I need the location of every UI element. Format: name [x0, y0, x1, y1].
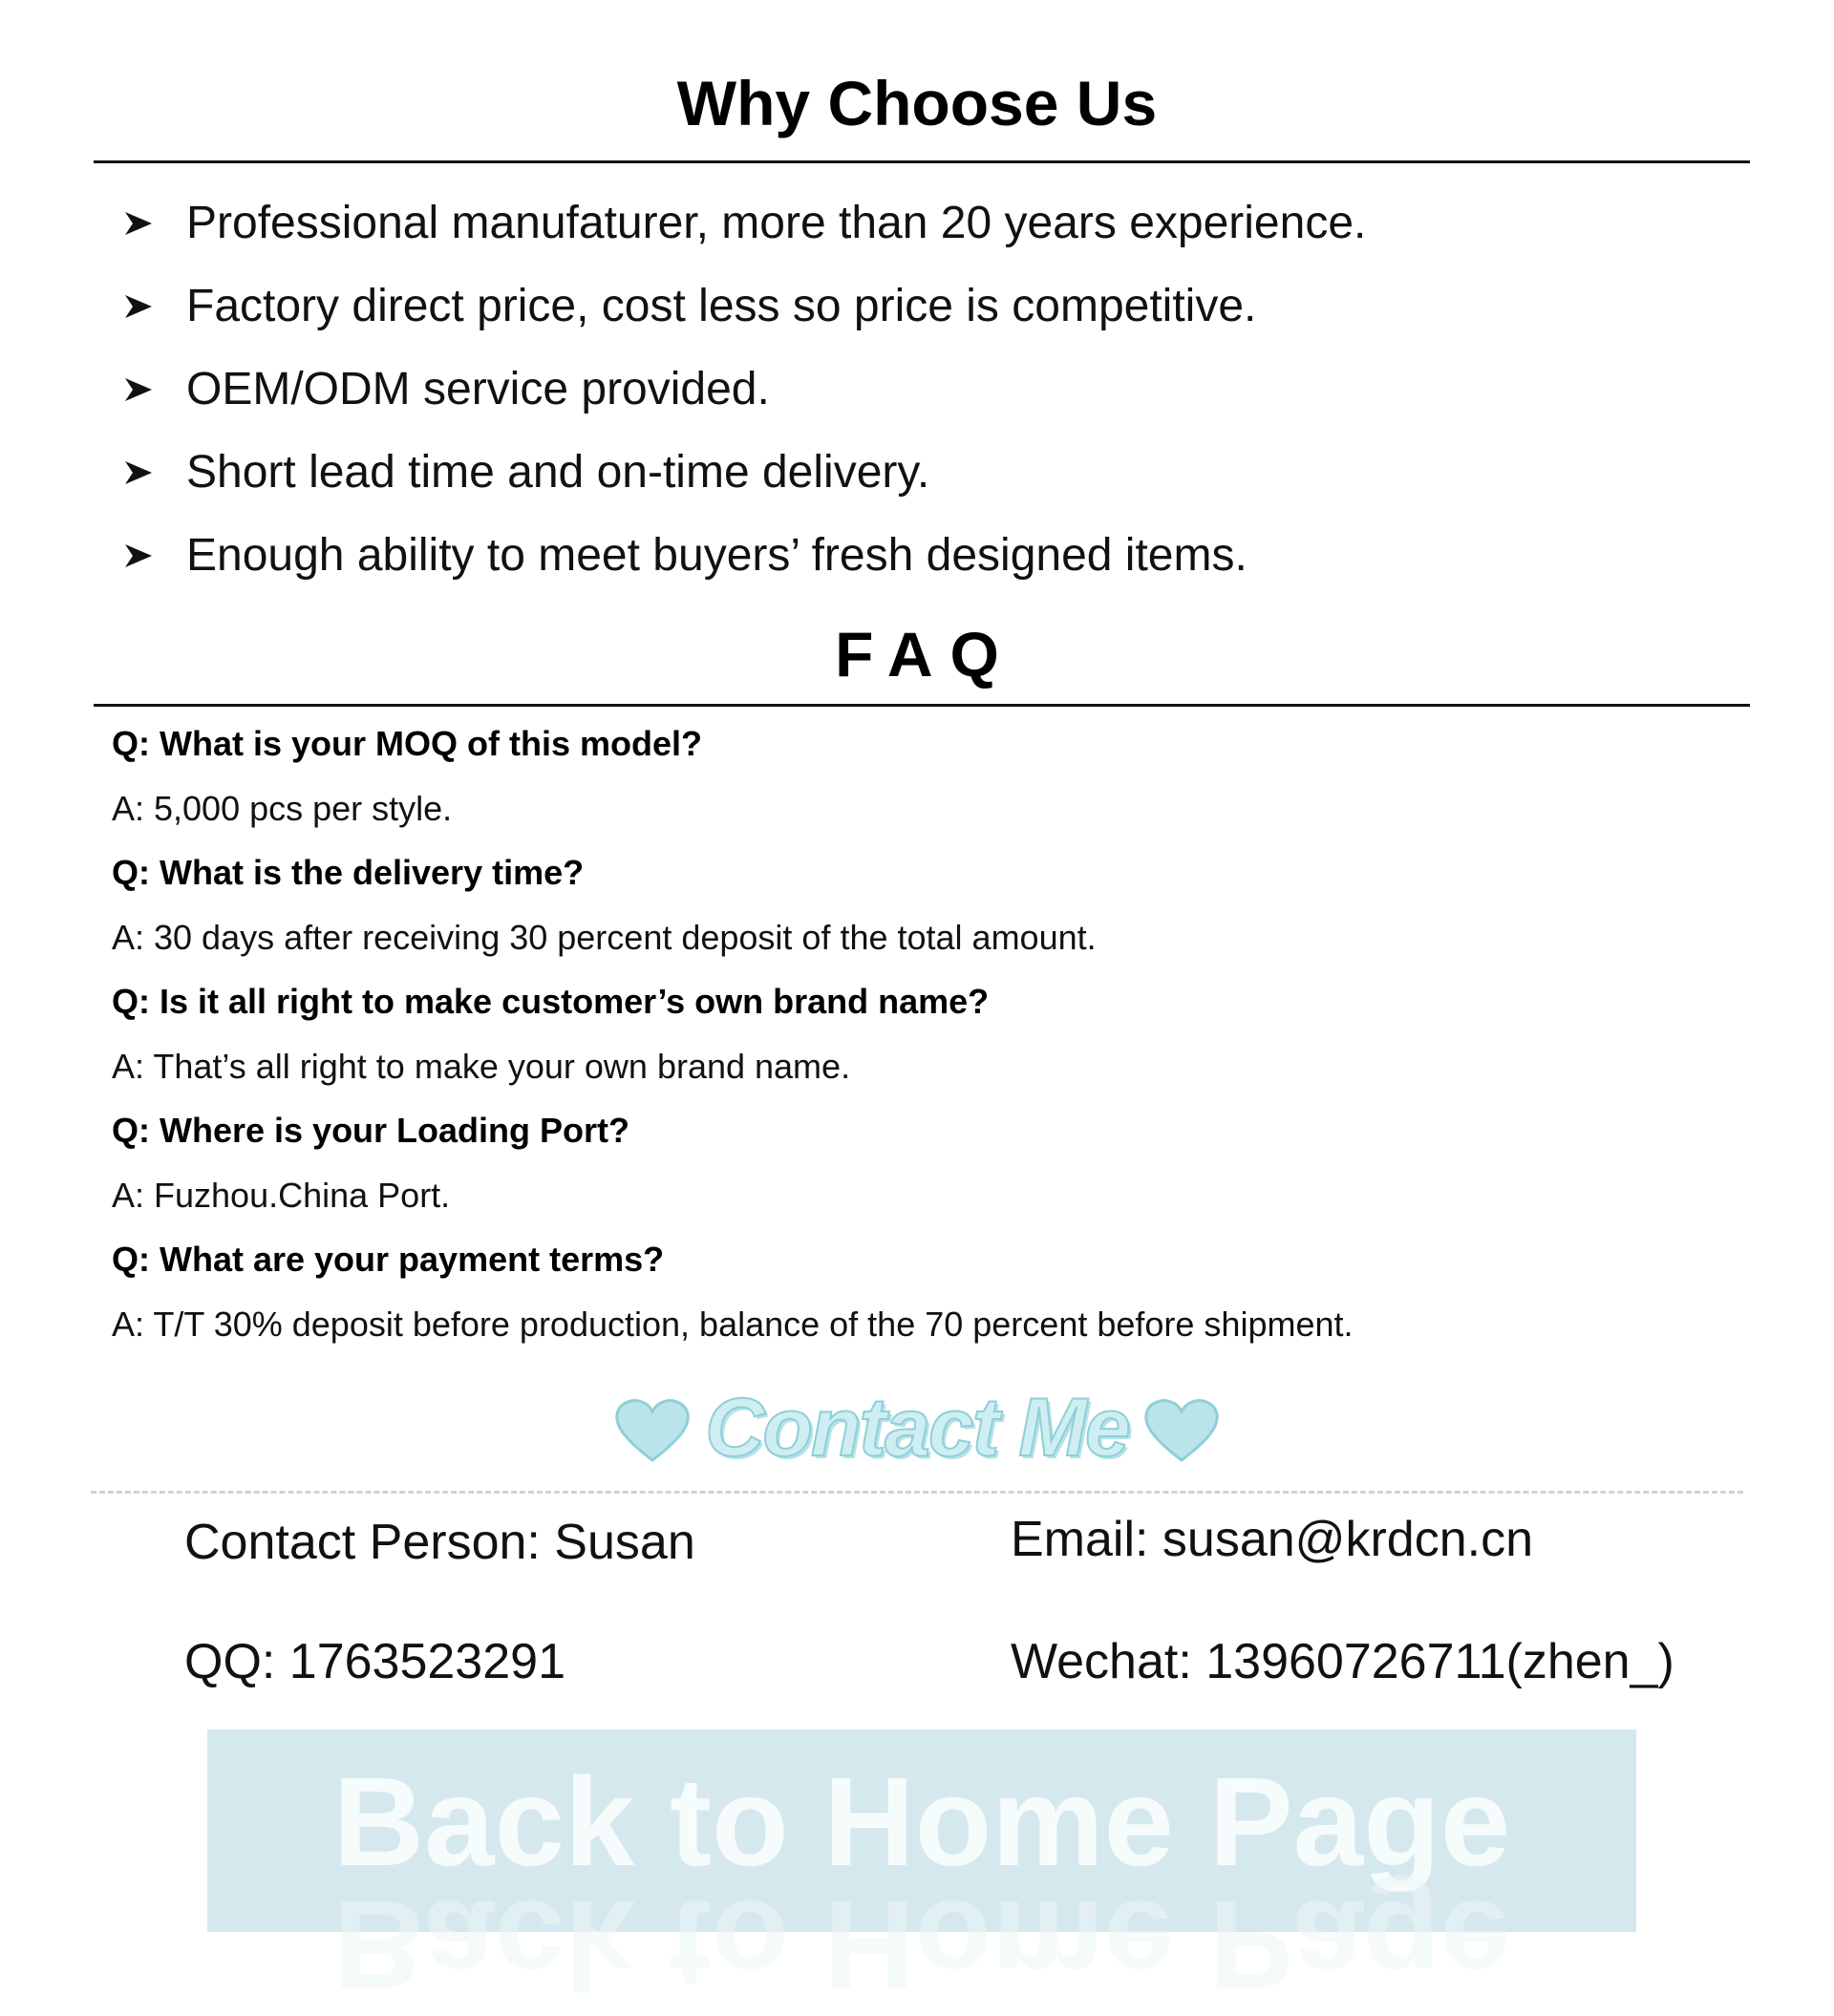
faq-question: Q: Is it all right to make customer’s own brand name?: [112, 982, 990, 1021]
faq-answer: A: T/T 30% deposit before production, balance of the 70 percent before shipment.: [112, 1304, 1354, 1344]
list-item: [124, 181, 1366, 265]
faq-answer: A: That’s all right to make your own brand name.: [112, 1046, 851, 1086]
heart-icon: [613, 1397, 692, 1464]
arrow-bullet-icon: [124, 204, 186, 243]
why-choose-us-list: [124, 181, 1366, 597]
why-choose-us-title: Why Choose Us: [676, 68, 1158, 138]
list-item-text: OEM/ODM service provided.: [186, 364, 770, 414]
faq-answer: A: 30 days after receiving 30 percent deposit of the total amount.: [112, 917, 1097, 957]
faq-question: Q: Where is your Loading Port?: [112, 1111, 630, 1150]
contact-email[interactable]: Email: susan@krdcn.cn: [1011, 1512, 1533, 1567]
faq-title: FAQ: [835, 619, 1016, 690]
list-item-text: Short lead time and on-time delivery.: [186, 447, 930, 498]
contact-qq: QQ: 1763523291: [184, 1634, 565, 1689]
list-item: [124, 431, 1366, 514]
list-item: [124, 514, 1366, 597]
back-to-home-reflection: Back to Home Page: [332, 1875, 1511, 2015]
list-item-text: Factory direct price, cost less so price is competitive.: [186, 281, 1257, 331]
contact-me-banner: [0, 1375, 1834, 1480]
list-item: [124, 265, 1366, 348]
arrow-bullet-icon: [124, 371, 186, 409]
faq-question: Q: What is your MOQ of this model?: [112, 724, 702, 763]
list-item: [124, 348, 1366, 431]
contact-wechat: Wechat: 13960726711(zhen_): [1011, 1634, 1674, 1689]
faq-question: Q: What are your payment terms?: [112, 1240, 665, 1279]
list-item-text: Enough ability to meet buyers’ fresh designed items.: [186, 530, 1248, 581]
faq-answer: A: 5,000 pcs per style.: [112, 788, 453, 828]
arrow-bullet-icon: [124, 287, 186, 326]
faq-question: Q: What is the delivery time?: [112, 853, 585, 892]
section-divider: [94, 704, 1750, 707]
list-item-text: Professional manufaturer, more than 20 years experience.: [186, 198, 1367, 248]
arrow-bullet-icon: [124, 454, 186, 492]
heart-icon: [1142, 1397, 1221, 1464]
back-to-home-label: Back to Home Page: [332, 1751, 1511, 1892]
faq-list: [112, 718, 1736, 1363]
faq-answer: A: Fuzhou.China Port.: [112, 1175, 451, 1215]
dashed-divider: [91, 1491, 1743, 1494]
contact-person: Contact Person: Susan: [184, 1515, 695, 1570]
back-to-home-button[interactable]: [207, 1730, 1636, 2015]
section-divider: [94, 160, 1750, 163]
arrow-bullet-icon: [124, 537, 186, 575]
contact-me-title: Contact Me: [705, 1381, 1129, 1474]
